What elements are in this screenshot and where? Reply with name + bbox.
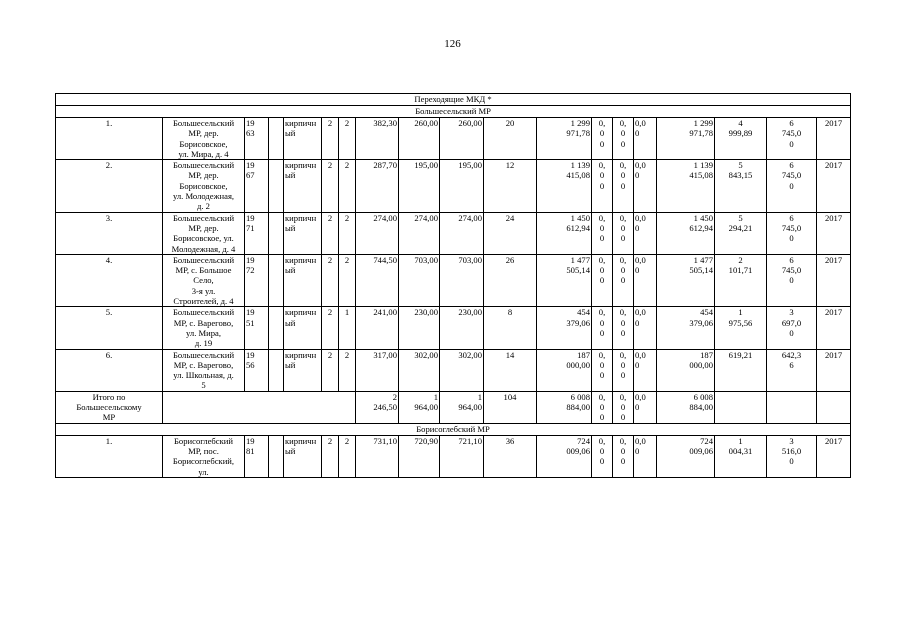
fund-2-cell — [613, 435, 634, 477]
build-year-cell — [245, 307, 269, 349]
cost-per-m2-cell — [715, 118, 767, 160]
area-b-cell — [440, 435, 484, 477]
cost-per-m2-cell — [715, 160, 767, 212]
cost-per-m2-cell — [715, 349, 767, 391]
entrances-cell — [339, 435, 356, 477]
area-a-cell — [399, 307, 440, 349]
fund-1-cell-text: 0, 0 0 — [598, 212, 606, 244]
entrances-cell-text: 2 — [344, 254, 350, 265]
area-b-cell-text: 703,00 — [458, 254, 482, 265]
completion-year-cell — [817, 349, 851, 391]
row-number-text: 4. — [105, 254, 113, 265]
area-a-cell-text: 703,00 — [414, 254, 438, 265]
completion-year-cell — [817, 435, 851, 477]
fund-3-cell-text: 0,0 0 — [635, 349, 646, 370]
address-cell-text: Большесельский МР, дер. Борисовское, ул. Молодежная, д. 2 — [172, 160, 235, 212]
fund-1-cell — [592, 254, 613, 306]
total-area-cell — [356, 435, 399, 477]
owners-cost-cell-text: 187 000,00 — [689, 349, 713, 370]
limit-cost-cell-text: 6 745,0 0 — [781, 254, 802, 286]
blank-cell — [767, 391, 817, 423]
floors-cell — [322, 118, 339, 160]
address-cell-text: Борисоглебский МР, пос. Борисоглебский, ул. — [172, 435, 235, 477]
cost-total-cell-text: 1 477 505,14 — [566, 254, 590, 276]
owners-cost-cell — [657, 349, 715, 391]
fund-2-cell-text: 0, 0 0 — [619, 254, 627, 286]
table-row — [56, 349, 851, 391]
cost-per-m2-cell — [715, 435, 767, 477]
entrances-cell — [339, 160, 356, 212]
limit-cost-cell — [767, 118, 817, 160]
address-cell-text: Большесельский МР, дер. Борисовское, ул. Мира, д. 4 — [172, 118, 235, 159]
address-cell — [163, 118, 245, 160]
total-area-cell-text: 274,00 — [373, 212, 397, 223]
area-a-cell — [399, 391, 440, 423]
address-cell-text: Большесельский МР, с. Варегово, ул. Мира, д. 19 — [172, 307, 235, 349]
row-number — [56, 254, 163, 306]
wall-material-cell-text: кирпичн ый — [285, 435, 317, 456]
fund-2-cell-text: 0, 0 0 — [619, 391, 627, 423]
wall-material-cell-text: кирпичн ый — [285, 118, 317, 139]
entrances-cell — [339, 212, 356, 254]
fund-1-cell-text: 0, 0 0 — [598, 391, 606, 423]
cost-total-cell — [537, 349, 592, 391]
limit-cost-cell — [767, 160, 817, 212]
fund-2-cell-text: 0, 0 0 — [619, 349, 627, 381]
area-a-cell — [399, 160, 440, 212]
build-year-cell-text: 19 51 — [246, 307, 255, 328]
fund-3-cell — [634, 391, 657, 423]
cost-total-cell-text: 1 299 971,78 — [566, 118, 590, 139]
address-cell-text: Большесельский МР, с. Варегово, ул. Школьная, д. 5 — [172, 349, 235, 391]
row-number — [56, 349, 163, 391]
wall-material-cell-text: кирпичн ый — [285, 160, 317, 181]
blank-cell — [269, 435, 284, 477]
entrances-cell — [339, 254, 356, 306]
cost-per-m2-cell — [715, 254, 767, 306]
cost-total-cell-text: 6 008 884,00 — [566, 391, 590, 413]
build-year-cell-text: 19 67 — [246, 160, 255, 181]
group-title: Большесельский МР — [56, 106, 851, 118]
fund-2-cell — [613, 160, 634, 212]
total-label-cell — [56, 391, 163, 423]
limit-cost-cell — [767, 307, 817, 349]
cost-total-cell — [537, 212, 592, 254]
blank-cell — [817, 391, 851, 423]
limit-cost-cell-text: 3 516,0 0 — [781, 435, 802, 467]
entrances-cell — [339, 118, 356, 160]
fund-1-cell — [592, 160, 613, 212]
fund-2-cell-text: 0, 0 0 — [619, 435, 627, 467]
residents-cell — [484, 307, 537, 349]
wall-material-cell — [284, 349, 322, 391]
entrances-cell — [339, 307, 356, 349]
blank-cell — [269, 160, 284, 212]
area-b-cell-text: 195,00 — [458, 160, 482, 171]
owners-cost-cell-text: 6 008 884,00 — [689, 391, 713, 413]
owners-cost-cell — [657, 307, 715, 349]
table-row — [56, 307, 851, 349]
fund-1-cell — [592, 212, 613, 254]
build-year-cell-text: 19 81 — [246, 435, 255, 456]
total-area-cell — [356, 160, 399, 212]
completion-year-cell-text: 2017 — [824, 254, 843, 265]
floors-cell — [322, 254, 339, 306]
cost-per-m2-cell-text: 1 004,31 — [728, 435, 753, 456]
residents-cell-text: 24 — [505, 212, 515, 223]
limit-cost-cell-text: 3 697,0 0 — [781, 307, 802, 338]
cost-per-m2-cell-text: 619,21 — [728, 349, 753, 360]
owners-cost-cell — [657, 391, 715, 423]
total-area-cell-text: 2 246,50 — [373, 391, 397, 413]
entrances-cell-text: 2 — [344, 118, 350, 128]
residents-cell — [484, 212, 537, 254]
residents-cell-text: 12 — [505, 160, 515, 171]
total-area-cell — [356, 349, 399, 391]
area-b-cell — [440, 254, 484, 306]
table-row — [56, 212, 851, 254]
fund-3-cell — [634, 212, 657, 254]
total-area-cell-text: 287,70 — [373, 160, 397, 171]
fund-1-cell — [592, 349, 613, 391]
wall-material-cell — [284, 160, 322, 212]
wall-material-cell — [284, 118, 322, 160]
entrances-cell-text: 2 — [344, 212, 350, 223]
owners-cost-cell-text: 1 450 612,94 — [689, 212, 713, 233]
row-number — [56, 307, 163, 349]
fund-3-cell-text: 0,0 0 — [635, 118, 646, 139]
area-b-cell — [440, 391, 484, 423]
fund-2-cell — [613, 118, 634, 160]
floors-cell-text: 2 — [327, 212, 333, 223]
area-b-cell — [440, 307, 484, 349]
owners-cost-cell — [657, 160, 715, 212]
mkd-register-table — [55, 93, 851, 478]
build-year-cell — [245, 160, 269, 212]
fund-3-cell — [634, 160, 657, 212]
residents-cell — [484, 349, 537, 391]
completion-year-cell-text: 2017 — [824, 118, 843, 128]
cost-total-cell — [537, 435, 592, 477]
fund-2-cell — [613, 212, 634, 254]
row-number — [56, 435, 163, 477]
group-title-row — [56, 106, 851, 118]
area-a-cell — [399, 118, 440, 160]
floors-cell-text: 2 — [327, 118, 333, 128]
total-area-cell-text: 317,00 — [373, 349, 397, 360]
blank-cell — [269, 254, 284, 306]
area-a-cell-text: 274,00 — [414, 212, 438, 223]
area-a-cell — [399, 349, 440, 391]
total-area-cell — [356, 212, 399, 254]
fund-3-cell — [634, 435, 657, 477]
area-a-cell-text: 230,00 — [414, 307, 438, 318]
fund-3-cell-text: 0,0 0 — [635, 254, 646, 276]
fund-3-cell-text: 0,0 0 — [635, 307, 646, 328]
fund-1-cell — [592, 435, 613, 477]
entrances-cell-text: 1 — [344, 307, 350, 318]
wall-material-cell-text: кирпичн ый — [285, 307, 317, 328]
address-cell-text: Большесельский МР, с. Большое Село, 3-я ул. Строителей, д. 4 — [172, 254, 235, 307]
limit-cost-cell — [767, 435, 817, 477]
area-a-cell-text: 195,00 — [414, 160, 438, 171]
area-b-cell-text: 1 964,00 — [458, 391, 482, 413]
floors-cell — [322, 349, 339, 391]
row-number-text: 3. — [105, 212, 113, 223]
limit-cost-cell-text: 642,3 6 — [781, 349, 802, 370]
row-number-text: 1. — [105, 118, 113, 128]
cost-per-m2-cell-text: 5 294,21 — [728, 212, 753, 233]
completion-year-cell-text: 2017 — [824, 212, 843, 223]
total-area-cell-text: 744,50 — [373, 254, 397, 265]
limit-cost-cell — [767, 349, 817, 391]
area-b-cell — [440, 349, 484, 391]
wall-material-cell — [284, 212, 322, 254]
build-year-cell — [245, 435, 269, 477]
build-year-cell — [245, 349, 269, 391]
completion-year-cell — [817, 118, 851, 160]
build-year-cell-text: 19 63 — [246, 118, 255, 139]
group-title: Борисоглебский МР — [56, 423, 851, 435]
residents-cell — [484, 160, 537, 212]
cost-per-m2-cell — [715, 212, 767, 254]
area-b-cell-text: 260,00 — [458, 118, 482, 128]
limit-cost-cell — [767, 254, 817, 306]
residents-cell-text: 20 — [505, 118, 515, 128]
fund-1-cell — [592, 118, 613, 160]
row-number — [56, 160, 163, 212]
area-b-cell — [440, 118, 484, 160]
total-row — [56, 391, 851, 423]
address-cell — [163, 254, 245, 306]
table-row — [56, 118, 851, 160]
fund-2-cell-text: 0, 0 0 — [619, 307, 627, 338]
limit-cost-cell-text: 6 745,0 0 — [781, 160, 802, 191]
cost-total-cell-text: 454 379,06 — [566, 307, 590, 328]
owners-cost-cell-text: 1 477 505,14 — [689, 254, 713, 276]
wall-material-cell — [284, 307, 322, 349]
area-a-cell — [399, 212, 440, 254]
entrances-cell-text: 2 — [344, 435, 350, 446]
section-title: Переходящие МКД * — [56, 94, 851, 106]
blank-cell — [269, 118, 284, 160]
cost-total-cell-text: 724 009,06 — [566, 435, 590, 456]
section-title-row — [56, 94, 851, 106]
fund-2-cell — [613, 307, 634, 349]
completion-year-cell — [817, 212, 851, 254]
build-year-cell-text: 19 56 — [246, 349, 255, 370]
fund-2-cell-text: 0, 0 0 — [619, 212, 627, 244]
completion-year-cell — [817, 307, 851, 349]
residents-cell — [484, 391, 537, 423]
blank-cell — [715, 391, 767, 423]
blank-cell — [269, 307, 284, 349]
page-number: 126 — [444, 38, 461, 50]
wall-material-cell-text: кирпичн ый — [285, 349, 317, 370]
cost-per-m2-cell-text: 5 843,15 — [728, 160, 753, 181]
completion-year-cell-text: 2017 — [824, 160, 843, 171]
area-a-cell-text: 720,90 — [414, 435, 438, 446]
cost-per-m2-cell — [715, 307, 767, 349]
floors-cell-text: 2 — [327, 307, 333, 318]
owners-cost-cell-text: 724 009,06 — [689, 435, 713, 456]
cost-total-cell — [537, 307, 592, 349]
build-year-cell — [245, 212, 269, 254]
wall-material-cell-text: кирпичн ый — [285, 254, 317, 276]
fund-2-cell — [613, 254, 634, 306]
area-a-cell-text: 1 964,00 — [414, 391, 438, 413]
residents-cell-text: 14 — [505, 349, 515, 360]
area-b-cell-text: 274,00 — [458, 212, 482, 223]
cost-total-cell-text: 187 000,00 — [566, 349, 590, 370]
address-cell-text: Большесельский МР, дер. Борисовское, ул. Молодежная, д. 4 — [171, 212, 236, 254]
cost-per-m2-cell-text: 1 975,56 — [728, 307, 753, 328]
floors-cell-text: 2 — [327, 435, 333, 446]
fund-3-cell-text: 0,0 0 — [635, 391, 646, 413]
fund-1-cell-text: 0, 0 0 — [598, 160, 606, 191]
area-a-cell-text: 260,00 — [414, 118, 438, 128]
fund-3-cell-text: 0,0 0 — [635, 160, 646, 181]
wall-material-cell-text: кирпичн ый — [285, 212, 317, 233]
residents-cell-text: 36 — [505, 435, 515, 446]
fund-1-cell-text: 0, 0 0 — [598, 349, 606, 381]
fund-1-cell — [592, 307, 613, 349]
fund-3-cell — [634, 118, 657, 160]
blank-cell — [269, 212, 284, 254]
completion-year-cell — [817, 160, 851, 212]
build-year-cell — [245, 118, 269, 160]
floors-cell — [322, 212, 339, 254]
fund-3-cell-text: 0,0 0 — [635, 212, 646, 233]
blank-cell — [269, 349, 284, 391]
fund-3-cell — [634, 307, 657, 349]
total-area-cell — [356, 307, 399, 349]
table-row — [56, 435, 851, 477]
cost-total-cell — [537, 254, 592, 306]
cost-per-m2-cell-text: 4 999,89 — [728, 118, 753, 139]
wall-material-cell — [284, 435, 322, 477]
cost-total-cell — [537, 118, 592, 160]
completion-year-cell-text: 2017 — [824, 349, 843, 360]
fund-1-cell-text: 0, 0 0 — [598, 254, 606, 286]
fund-1-cell-text: 0, 0 0 — [598, 118, 606, 149]
owners-cost-cell-text: 454 379,06 — [689, 307, 713, 328]
cost-per-m2-cell-text: 2 101,71 — [728, 254, 753, 276]
limit-cost-cell-text: 6 745,0 0 — [781, 212, 802, 244]
total-area-cell-text: 382,30 — [373, 118, 397, 128]
fund-1-cell — [592, 391, 613, 423]
cost-total-cell-text: 1 450 612,94 — [566, 212, 590, 233]
area-b-cell — [440, 160, 484, 212]
entrances-cell — [339, 349, 356, 391]
address-cell — [163, 212, 245, 254]
completion-year-cell-text: 2017 — [824, 307, 843, 318]
limit-cost-cell — [767, 212, 817, 254]
total-area-cell-text: 241,00 — [373, 307, 397, 318]
completion-year-cell-text: 2017 — [824, 435, 843, 446]
entrances-cell-text: 2 — [344, 349, 350, 360]
build-year-cell-text: 19 71 — [246, 212, 255, 233]
area-b-cell-text: 721,10 — [458, 435, 482, 446]
total-area-cell — [356, 254, 399, 306]
address-cell — [163, 307, 245, 349]
row-number — [56, 212, 163, 254]
fund-1-cell-text: 0, 0 0 — [598, 435, 606, 467]
area-b-cell-text: 230,00 — [458, 307, 482, 318]
floors-cell — [322, 307, 339, 349]
group-title-row — [56, 423, 851, 435]
floors-cell-text: 2 — [327, 254, 333, 265]
fund-3-cell-text: 0,0 0 — [635, 435, 646, 456]
row-number-text: 1. — [105, 435, 113, 446]
row-number-text: 6. — [105, 349, 113, 360]
fund-2-cell-text: 0, 0 0 — [619, 118, 627, 149]
residents-cell-text: 104 — [503, 391, 517, 402]
residents-cell-text: 8 — [507, 307, 513, 318]
fund-1-cell-text: 0, 0 0 — [598, 307, 606, 338]
area-a-cell-text: 302,00 — [414, 349, 438, 360]
owners-cost-cell-text: 1 299 971,78 — [689, 118, 713, 139]
floors-cell-text: 2 — [327, 160, 333, 171]
blank-cell — [163, 391, 356, 423]
table-row — [56, 160, 851, 212]
cost-total-cell — [537, 160, 592, 212]
table-row — [56, 254, 851, 306]
area-a-cell — [399, 435, 440, 477]
area-b-cell-text: 302,00 — [458, 349, 482, 360]
wall-material-cell — [284, 254, 322, 306]
fund-3-cell — [634, 349, 657, 391]
owners-cost-cell-text: 1 139 415,08 — [689, 160, 713, 181]
area-b-cell — [440, 212, 484, 254]
total-area-cell — [356, 391, 399, 423]
fund-2-cell-text: 0, 0 0 — [619, 160, 627, 191]
residents-cell-text: 26 — [505, 254, 515, 265]
row-number — [56, 118, 163, 160]
owners-cost-cell — [657, 254, 715, 306]
owners-cost-cell — [657, 435, 715, 477]
residents-cell — [484, 254, 537, 306]
address-cell — [163, 349, 245, 391]
floors-cell — [322, 435, 339, 477]
total-area-cell-text: 731,10 — [373, 435, 397, 446]
owners-cost-cell — [657, 212, 715, 254]
fund-2-cell — [613, 391, 634, 423]
residents-cell — [484, 118, 537, 160]
cost-total-cell — [537, 391, 592, 423]
row-number-text: 5. — [105, 307, 113, 318]
row-number-text: 2. — [105, 160, 113, 171]
entrances-cell-text: 2 — [344, 160, 350, 171]
floors-cell-text: 2 — [327, 349, 333, 360]
fund-2-cell — [613, 349, 634, 391]
total-area-cell — [356, 118, 399, 160]
address-cell — [163, 160, 245, 212]
owners-cost-cell — [657, 118, 715, 160]
total-label-cell-text: Итого по Большесельскому МР — [76, 391, 142, 423]
build-year-cell — [245, 254, 269, 306]
address-cell — [163, 435, 245, 477]
residents-cell — [484, 435, 537, 477]
area-a-cell — [399, 254, 440, 306]
completion-year-cell — [817, 254, 851, 306]
fund-3-cell — [634, 254, 657, 306]
cost-total-cell-text: 1 139 415,08 — [566, 160, 590, 181]
build-year-cell-text: 19 72 — [246, 254, 255, 276]
floors-cell — [322, 160, 339, 212]
limit-cost-cell-text: 6 745,0 0 — [781, 118, 802, 149]
